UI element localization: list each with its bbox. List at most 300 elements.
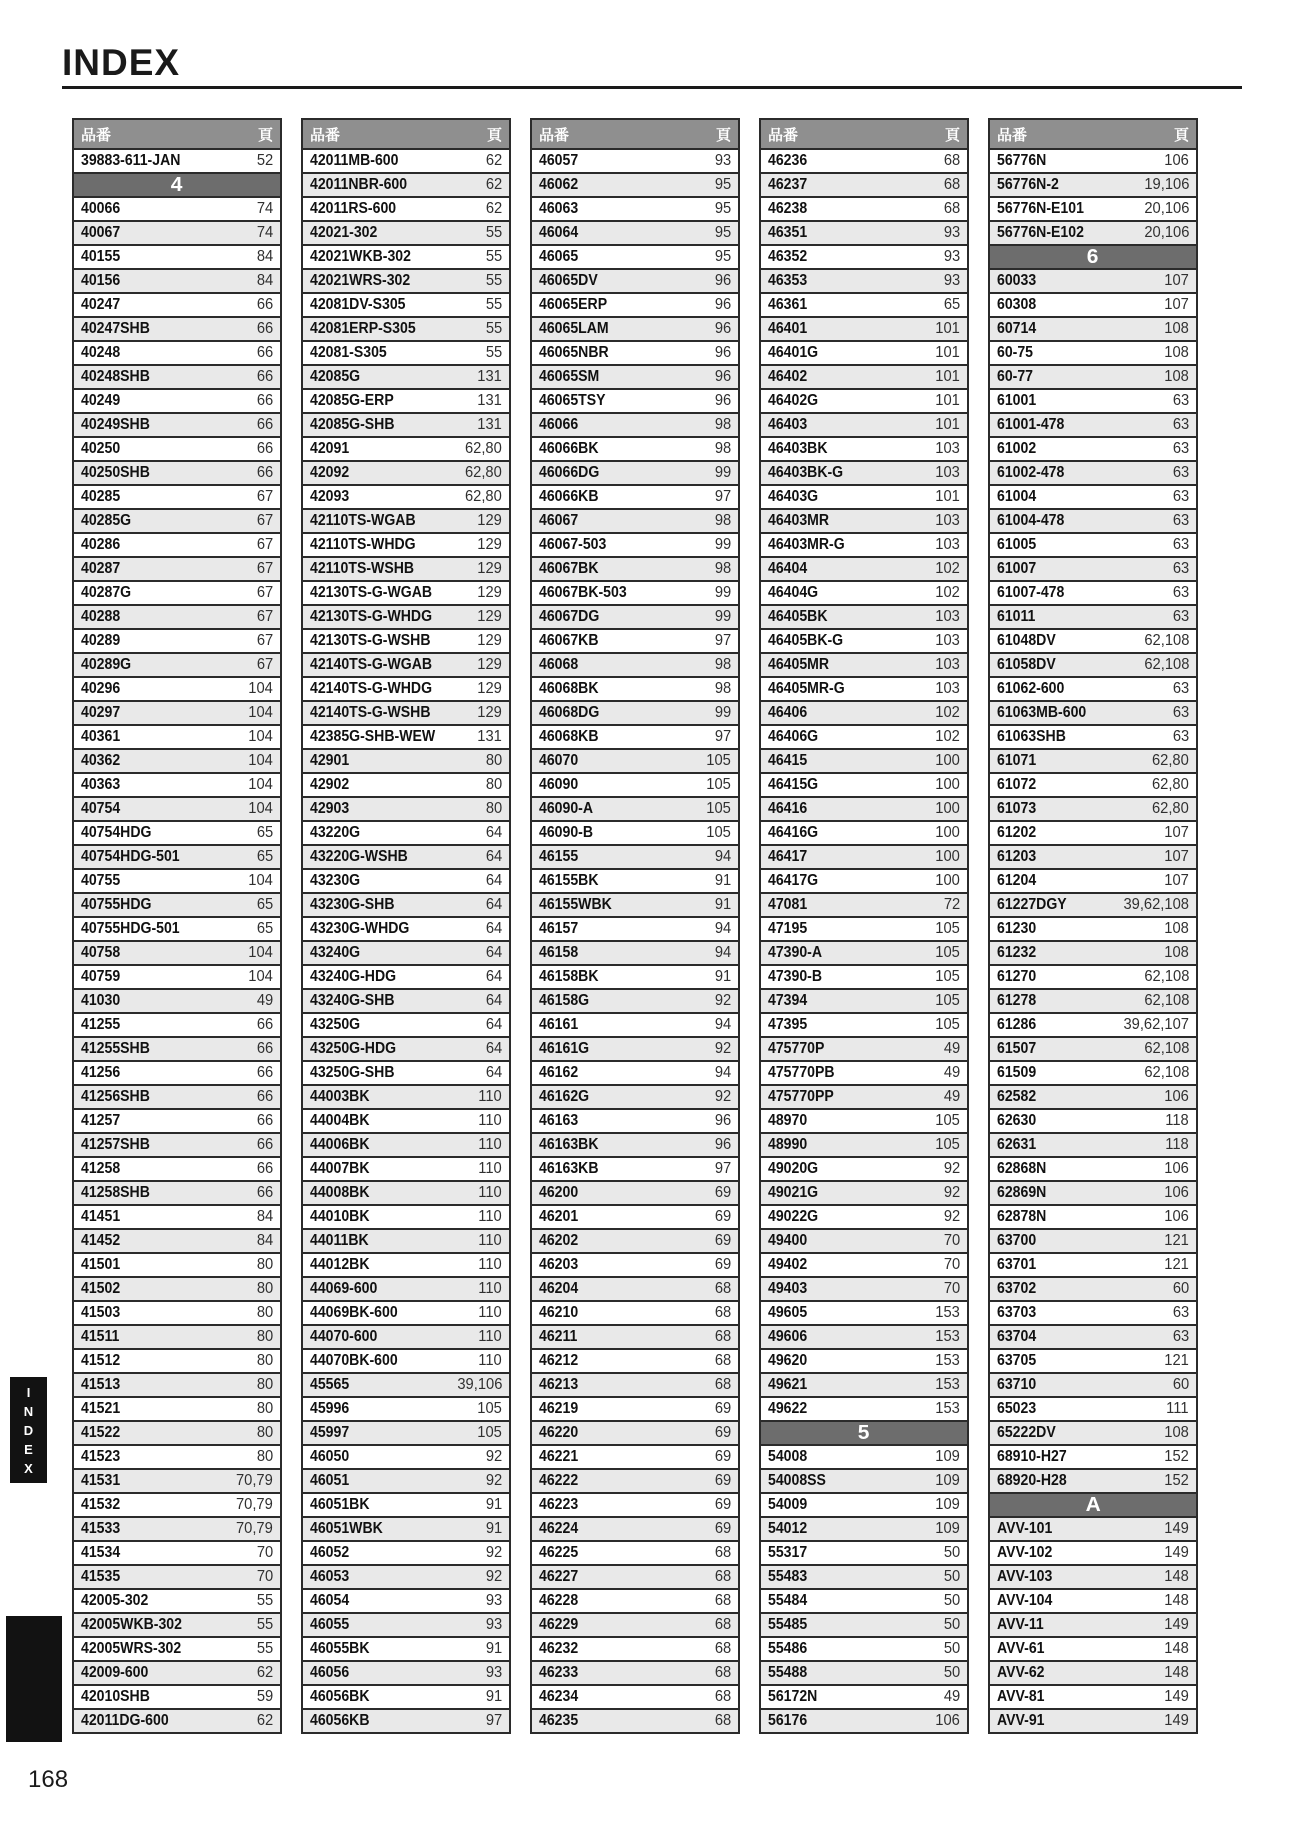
- page-reference: 55: [485, 224, 502, 241]
- page-reference: 84: [256, 272, 273, 289]
- index-column-1: [72, 118, 282, 1734]
- page-reference: 92: [485, 1568, 502, 1585]
- part-number: 46405MR: [768, 656, 830, 673]
- index-row: [988, 1036, 1198, 1062]
- part-number: 44006BK: [310, 1136, 370, 1153]
- part-number: 41502: [81, 1280, 121, 1297]
- page-reference: 19,106: [1143, 176, 1189, 193]
- page-reference: 100: [935, 752, 960, 769]
- part-number: 49621: [768, 1376, 808, 1393]
- part-number: 61002: [997, 440, 1037, 457]
- index-row: [530, 436, 740, 462]
- index-row: [759, 796, 969, 822]
- page-reference: 55: [256, 1616, 273, 1633]
- page-reference: 96: [714, 272, 731, 289]
- part-number: 46236: [768, 152, 808, 169]
- page-reference: 55: [485, 320, 502, 337]
- page-reference: 110: [478, 1232, 502, 1249]
- part-number: 44003BK: [310, 1088, 370, 1105]
- index-row: [988, 628, 1198, 654]
- index-row: [301, 868, 511, 894]
- part-number: 46068KB: [539, 728, 599, 745]
- index-row: [72, 868, 282, 894]
- part-number: 60-77: [997, 368, 1034, 385]
- page-reference: 96: [714, 296, 731, 313]
- page-reference: 66: [256, 1088, 273, 1105]
- page-reference: 104: [248, 776, 273, 793]
- index-row: [988, 1444, 1198, 1470]
- page-reference: 91: [714, 896, 731, 913]
- section-divider-label: 6: [1087, 245, 1099, 268]
- index-row: [72, 940, 282, 966]
- page-reference: 69: [714, 1472, 731, 1489]
- page-reference: 91: [714, 872, 731, 889]
- index-row: [301, 484, 511, 510]
- index-row: [72, 1708, 282, 1734]
- page-reference: 100: [935, 848, 960, 865]
- column-header-part-no-label: 品番: [81, 126, 112, 144]
- part-number: 42092: [310, 464, 350, 481]
- side-tab-letter: D: [23, 1422, 34, 1438]
- part-number: 49021G: [768, 1184, 819, 1201]
- part-number: 46155WBK: [539, 896, 612, 913]
- part-number: 46065ERP: [539, 296, 608, 313]
- part-number: 44069-600: [310, 1280, 378, 1297]
- page-reference: 93: [485, 1616, 502, 1633]
- index-row: [530, 892, 740, 918]
- index-row: [988, 700, 1198, 726]
- index-row: [530, 1036, 740, 1062]
- part-number: 46064: [539, 224, 579, 241]
- part-number: 40285G: [81, 512, 132, 529]
- page-reference: 96: [714, 1136, 731, 1153]
- index-row: [759, 1300, 969, 1326]
- part-number: 42902: [310, 776, 350, 793]
- index-row: [72, 580, 282, 606]
- column-header-page-label: 頁: [944, 126, 960, 144]
- page-reference: 70: [943, 1232, 960, 1249]
- index-row: [72, 916, 282, 942]
- page-reference: 63: [1172, 440, 1189, 457]
- part-number: 41255SHB: [81, 1040, 150, 1057]
- part-number: 68910-H27: [997, 1448, 1067, 1465]
- index-row: [530, 148, 740, 174]
- index-row: [301, 1036, 511, 1062]
- part-number: 46066DG: [539, 464, 600, 481]
- index-row: [72, 652, 282, 678]
- side-tab-letter: I: [26, 1384, 31, 1400]
- part-number: 43250G-SHB: [310, 1064, 395, 1081]
- index-row: [530, 1156, 740, 1182]
- part-number: 42110TS-WGAB: [310, 512, 416, 529]
- index-row: [530, 460, 740, 486]
- index-row: [988, 1180, 1198, 1206]
- part-number: 41511: [81, 1328, 120, 1345]
- index-row: [72, 1324, 282, 1350]
- page-reference: 105: [706, 776, 731, 793]
- page-reference: 104: [248, 728, 273, 745]
- page-reference: 110: [478, 1352, 502, 1369]
- page-reference: 149: [1164, 1688, 1189, 1705]
- index-row: [72, 988, 282, 1014]
- page-reference: 99: [714, 608, 731, 625]
- page-reference: 68: [714, 1376, 731, 1393]
- part-number: 45996: [310, 1400, 350, 1417]
- page-reference: 95: [714, 224, 731, 241]
- page-reference: 62,80: [1152, 752, 1189, 769]
- page-reference: 68: [714, 1328, 731, 1345]
- page-reference: 63: [1172, 728, 1189, 745]
- part-number: 42130TS-G-WHDG: [310, 608, 433, 625]
- page-reference: 100: [935, 776, 960, 793]
- index-row: [72, 532, 282, 558]
- page-reference: 68: [714, 1280, 731, 1297]
- index-row: [530, 1564, 740, 1590]
- index-row: [530, 1348, 740, 1374]
- page-reference: 67: [256, 488, 273, 505]
- index-row: [988, 1252, 1198, 1278]
- index-row: [530, 1684, 740, 1710]
- part-number: 49605: [768, 1304, 808, 1321]
- index-row: [72, 1396, 282, 1422]
- part-number: 42011NBR-600: [310, 176, 408, 193]
- part-number: 60714: [997, 320, 1037, 337]
- index-row: [72, 460, 282, 486]
- part-number: 46090-B: [539, 824, 594, 841]
- index-row: [301, 532, 511, 558]
- part-number: 43240G-HDG: [310, 968, 397, 985]
- page-reference: 68: [714, 1712, 731, 1729]
- part-number: 61286: [997, 1016, 1037, 1033]
- index-row: [301, 388, 511, 414]
- part-number: 46163KB: [539, 1160, 599, 1177]
- page-reference: 103: [935, 656, 960, 673]
- section-divider-label: 5: [858, 1421, 870, 1444]
- index-row: [301, 1180, 511, 1206]
- page-reference: 62,80: [1152, 800, 1189, 817]
- index-row: [301, 436, 511, 462]
- part-number: 46065TSY: [539, 392, 606, 409]
- page-reference: 153: [935, 1400, 960, 1417]
- index-row: [301, 676, 511, 702]
- index-row: [530, 1084, 740, 1110]
- index-row: [530, 1060, 740, 1086]
- part-number: AVV-103: [997, 1568, 1053, 1585]
- part-number: 42085G-SHB: [310, 416, 395, 433]
- part-number: 46222: [539, 1472, 579, 1489]
- part-number: 45997: [310, 1424, 350, 1441]
- part-number: 56776N-E102: [997, 224, 1084, 241]
- page-reference: 64: [485, 896, 502, 913]
- page-reference: 65: [256, 824, 273, 841]
- index-row: [72, 820, 282, 846]
- side-tab-letter: X: [24, 1460, 33, 1476]
- page-reference: 62,80: [465, 464, 502, 481]
- part-number: 41257SHB: [81, 1136, 150, 1153]
- index-row: [72, 724, 282, 750]
- page-reference: 67: [256, 512, 273, 529]
- page-reference: 91: [485, 1640, 502, 1657]
- part-number: 46065NBR: [539, 344, 609, 361]
- page-reference: 62: [485, 200, 502, 217]
- index-row: [988, 724, 1198, 750]
- page-reference: 109: [935, 1472, 960, 1489]
- page-reference: 99: [714, 464, 731, 481]
- page-reference: 62,80: [465, 488, 502, 505]
- part-number: 40755HDG-501: [81, 920, 180, 937]
- part-number: 41257: [81, 1112, 121, 1129]
- index-row: [988, 1396, 1198, 1422]
- index-row: [301, 772, 511, 798]
- page-reference: 59: [256, 1688, 273, 1705]
- column-header: [988, 118, 1198, 150]
- index-row: [759, 292, 969, 318]
- index-row: [301, 1276, 511, 1302]
- part-number: 40248: [81, 344, 121, 361]
- index-row: [301, 268, 511, 294]
- column-header-page-label: 頁: [257, 126, 273, 144]
- index-row: [988, 1612, 1198, 1638]
- index-row: [301, 196, 511, 222]
- index-row: [72, 364, 282, 390]
- part-number: 42005WKB-302: [81, 1616, 182, 1633]
- part-number: 49620: [768, 1352, 808, 1369]
- page-reference: 152: [1164, 1472, 1189, 1489]
- index-row: [301, 1660, 511, 1686]
- index-row: [988, 1660, 1198, 1686]
- page-reference: 149: [1164, 1712, 1189, 1729]
- page-reference: 108: [1164, 1424, 1189, 1441]
- index-row: [301, 1636, 511, 1662]
- part-number: 40755HDG: [81, 896, 152, 913]
- page-reference: 65: [256, 896, 273, 913]
- page-reference: 98: [714, 416, 731, 433]
- page-reference: 131: [477, 368, 502, 385]
- page-reference: 55: [485, 248, 502, 265]
- part-number: 40250: [81, 440, 121, 457]
- page-reference: 91: [714, 968, 731, 985]
- index-row: [72, 436, 282, 462]
- index-row: [759, 988, 969, 1014]
- part-number: 46204: [539, 1280, 579, 1297]
- part-number: 44012BK: [310, 1256, 370, 1273]
- index-row: [530, 172, 740, 198]
- page-reference: 93: [943, 224, 960, 241]
- page-reference: 92: [485, 1448, 502, 1465]
- part-number: 46404G: [768, 584, 819, 601]
- index-row: [72, 508, 282, 534]
- part-number: 39883-611-JAN: [81, 152, 181, 169]
- column-header-part-no-label: 品番: [768, 126, 799, 144]
- index-row: [72, 796, 282, 822]
- column-header-part-no-label: 品番: [539, 126, 570, 144]
- index-column-2: [301, 118, 511, 1734]
- index-column-3: [530, 118, 740, 1734]
- index-row: [301, 1252, 511, 1278]
- part-number: 46055BK: [310, 1640, 370, 1657]
- part-number: 44004BK: [310, 1112, 370, 1129]
- page-reference: 96: [714, 344, 731, 361]
- index-row: [759, 748, 969, 774]
- part-number: 42011MB-600: [310, 152, 399, 169]
- page-reference: 63: [1172, 704, 1189, 721]
- part-number: 47390-B: [768, 968, 823, 985]
- page-reference: 66: [256, 1160, 273, 1177]
- page-reference: 62,108: [1143, 632, 1189, 649]
- page-reference: 66: [256, 1136, 273, 1153]
- index-row: [759, 220, 969, 246]
- page-reference: 129: [477, 632, 502, 649]
- index-row: [988, 220, 1198, 246]
- index-row: [72, 1300, 282, 1326]
- index-row: [988, 412, 1198, 438]
- index-row: [530, 652, 740, 678]
- index-row: [759, 1564, 969, 1590]
- part-number: 46057: [539, 152, 579, 169]
- page-reference: 68: [714, 1664, 731, 1681]
- page-reference: 105: [935, 1112, 960, 1129]
- part-number: 46406: [768, 704, 808, 721]
- index-row: [988, 1012, 1198, 1038]
- part-number: 61002-478: [997, 464, 1065, 481]
- index-row: [72, 268, 282, 294]
- page-reference: 105: [935, 920, 960, 937]
- page-reference: 70,79: [236, 1496, 273, 1513]
- page-reference: 101: [935, 488, 960, 505]
- part-number: 40363: [81, 776, 121, 793]
- page-reference: 70,79: [236, 1520, 273, 1537]
- index-row: [530, 196, 740, 222]
- part-number: 40286: [81, 536, 121, 553]
- index-row: [72, 1108, 282, 1134]
- page-reference: 70: [943, 1256, 960, 1273]
- page-reference: 105: [935, 944, 960, 961]
- part-number: 43220G: [310, 824, 361, 841]
- part-number: AVV-91: [997, 1712, 1045, 1729]
- page-reference: 62: [256, 1664, 273, 1681]
- page-reference: 65: [256, 848, 273, 865]
- part-number: 46200: [539, 1184, 579, 1201]
- page-reference: 105: [477, 1400, 502, 1417]
- page-reference: 94: [714, 944, 731, 961]
- part-number: 42110TS-WHDG: [310, 536, 416, 553]
- part-number: 44070BK-600: [310, 1352, 398, 1369]
- index-row: [301, 1708, 511, 1734]
- index-row: [759, 172, 969, 198]
- index-row: [301, 1012, 511, 1038]
- page-reference: 96: [714, 368, 731, 385]
- part-number: 42091: [310, 440, 350, 457]
- part-number: 40362: [81, 752, 121, 769]
- page-reference: 80: [256, 1304, 273, 1321]
- part-number: 46403BK: [768, 440, 828, 457]
- part-number: 47395: [768, 1016, 808, 1033]
- page-reference: 105: [935, 992, 960, 1009]
- part-number: 46066KB: [539, 488, 599, 505]
- index-row: [988, 1276, 1198, 1302]
- index-row: [72, 700, 282, 726]
- part-number: 41522: [81, 1424, 121, 1441]
- section-divider-label: A: [1085, 1493, 1101, 1516]
- index-row: [759, 940, 969, 966]
- index-row: [72, 1036, 282, 1062]
- page-reference: 94: [714, 1016, 731, 1033]
- index-row: [301, 316, 511, 342]
- part-number: 42010SHB: [81, 1688, 150, 1705]
- part-number: 41452: [81, 1232, 121, 1249]
- part-number: 43230G-SHB: [310, 896, 395, 913]
- page-reference: 55: [485, 272, 502, 289]
- part-number: 46232: [539, 1640, 579, 1657]
- index-row: [301, 1516, 511, 1542]
- page-reference: 62,80: [1152, 776, 1189, 793]
- index-row: [530, 940, 740, 966]
- index-row: [988, 964, 1198, 990]
- index-row: [72, 892, 282, 918]
- part-number: 61230: [997, 920, 1037, 937]
- part-number: 46416: [768, 800, 808, 817]
- part-number: 41258: [81, 1160, 121, 1177]
- page-reference: 63: [1172, 464, 1189, 481]
- page-reference: 65: [943, 296, 960, 313]
- index-row: [530, 1300, 740, 1326]
- page-reference: 106: [1164, 1160, 1189, 1177]
- part-number: 475770PP: [768, 1088, 834, 1105]
- index-row: [988, 1468, 1198, 1494]
- index-row: [988, 1540, 1198, 1566]
- page-reference: 67: [256, 584, 273, 601]
- page-reference: 68: [714, 1592, 731, 1609]
- part-number: 40155: [81, 248, 121, 265]
- part-number: 40250SHB: [81, 464, 150, 481]
- index-row: [301, 700, 511, 726]
- part-number: 42011RS-600: [310, 200, 397, 217]
- part-number: 46067BK-503: [539, 584, 627, 601]
- column-header: [530, 118, 740, 150]
- part-number: 42385G-SHB-WEW: [310, 728, 436, 745]
- part-number: 42110TS-WSHB: [310, 560, 415, 577]
- index-row: [988, 1060, 1198, 1086]
- index-row: [72, 556, 282, 582]
- page-reference: 106: [1164, 1088, 1189, 1105]
- part-number: 54008: [768, 1448, 808, 1465]
- page-reference: 110: [478, 1088, 502, 1105]
- index-row: [72, 1156, 282, 1182]
- page-reference: 64: [485, 872, 502, 889]
- index-row: [988, 268, 1198, 294]
- part-number: 46070: [539, 752, 579, 769]
- index-row: [530, 268, 740, 294]
- part-number: 54009: [768, 1496, 808, 1513]
- page-reference: 62,108: [1143, 1040, 1189, 1057]
- page-reference: 108: [1164, 344, 1189, 361]
- part-number: 46403MR: [768, 512, 830, 529]
- part-number: 61004: [997, 488, 1037, 505]
- page-reference: 66: [256, 1112, 273, 1129]
- part-number: 63702: [997, 1280, 1037, 1297]
- page-reference: 80: [485, 776, 502, 793]
- page-reference: 69: [714, 1232, 731, 1249]
- page-reference: 106: [935, 1712, 960, 1729]
- index-row: [530, 388, 740, 414]
- page-reference: 60: [1172, 1280, 1189, 1297]
- page-reference: 108: [1164, 320, 1189, 337]
- part-number: AVV-81: [997, 1688, 1045, 1705]
- page-reference: 149: [1164, 1520, 1189, 1537]
- column-header-part-no-label: 品番: [997, 126, 1028, 144]
- index-row: [759, 844, 969, 870]
- index-row: [988, 556, 1198, 582]
